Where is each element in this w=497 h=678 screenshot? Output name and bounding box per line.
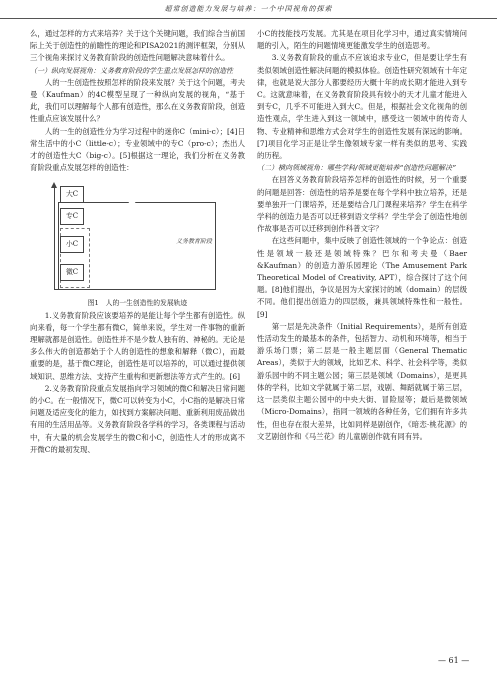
right-paragraph-4: 在这些问题中，集中反映了创造性领域的一个争论点：创造性是领域一般还是领域特殊？巴尔和考夫曼（Baer &Kaufman）的创造力游乐园理论（The Amusement Park Theoretical Model of Creativity, APT），综合探讨了这个问题。[8]他们提出，争议是因为大家探讨的域（domain）的层级不同。他们提出创造力的四层级，兼具领域特殊性和一般性。[9] xyxy=(257,236,467,319)
box-big-c: 大C xyxy=(60,186,84,203)
section-heading-vertical: （一）纵向发展视角：义务教育阶段的学生重点发展怎样的创造性 xyxy=(30,66,233,75)
right-paragraph-1: 小C的技能技巧发展。尤其是在项目化学习中，通过真实情境问题的引入，陌生的问题情境更能激发学生的创造思考。 xyxy=(257,29,467,51)
left-paragraph-3: 人的一生的创造性分为学习过程中的迷你C（mini-c）；[4]日常生活中的小C（little-c）；专业领域中的专C（pro-c）；杰出人才的创造性大C（big-c）。[5]根据这一理论，我们分析在义务教育阶段重点发展怎样的创造性： xyxy=(30,126,245,173)
box-pro-c: 专C xyxy=(60,208,84,225)
running-header: 超常创造能力发展与培养：一个中国视角的探索 xyxy=(0,0,497,19)
section-heading-horizontal: （二）横向领域视角：哪些学科/领域更能培养“创造性问题解决” xyxy=(257,164,456,173)
left-paragraph-1: 么，通过怎样的方式来培养？关于这个关键问题，我们综合当前国际上关于创造性的前瞻性的理论和PISA2021的测评框架，分别从三个视角来探讨义务教育阶段的创造性问题解决意味着什么。 xyxy=(30,29,245,63)
left-paragraph-4: 1.义务教育阶段应该要培养的是能让每个学生都有创造性。纵向来看，每一个学生都有微C，简单来说，学生对一件事物的重新理解就都是创造性。创造性并不是少数人独有的、神秘的。无论是多么伟大的创造都始于个人的创造性的想象和解释（微C），而最重要的是，基于微C理论，创造性是可以培养的，可以通过提供领域知识、思维方法、支持产生重构和更新想法等方式产生的。[6] xyxy=(30,310,245,381)
figure-caption: 图1 人的一生创造性的发展轨迹 xyxy=(87,299,188,308)
up-arrow-icon xyxy=(122,198,142,212)
y-axis xyxy=(54,186,55,290)
right-paragraph-2: 3.义务教育阶段的重点不应该追求专业C，但是要让学生有类似领域创造性解决问题的模拟体验。创造性研究领域有十年定律，也就是说大部分人都要经历大概十年的成长期才能进入到专C。这就意味着，在义务教育阶段具有较小的天才儿童才能进入到专C，几乎不可能进入到大C。但是，根据社会文化视角的创造性观点，学生进入到这一领域中，感受这一领域中的传奇人物、专业精神和思维方式会对学生的创造性发展有深远的影响。[7]项目化学习正是让学生像领域专家一样有类似的思考、实践的历程。 xyxy=(257,53,467,161)
box-little-c: 小C xyxy=(60,236,84,253)
page-number: — 61 — xyxy=(438,656,470,665)
figure-4c-model xyxy=(36,180,236,293)
figure-label: 义务教育阶段 xyxy=(176,238,213,246)
right-paragraph-3: 在回答义务教育阶段培养怎样的创造性的时候，另一个重要的问题是回答：创造性的培养是要在每个学科中独立培养，还是要单独开一门课培养，还是要结合几门课程来培养？学生在科学学科的创造力是否可以迁移到语文学科？学生学会了创造性地创作故事是否可以迁移到创作科普文字？ xyxy=(257,175,467,234)
left-paragraph-5: 2.义务教育阶段重点发展指向学习领域的微C和解决日常问题的小C。在一般情况下，微C可以转变为小C，小C指的是解决日常问题及适应变化的能力，如找到方案解决问题、重新利用废品做出有用的生活用品等。义务教育阶段各学科的学习，各类课程与活动中，有大量的机会发展学生的微C和小C，创造性人才的形成离不开微C的最初发现、 xyxy=(30,383,245,454)
right-column xyxy=(257,28,467,443)
box-mini-c: 微C xyxy=(60,264,84,281)
left-paragraph-2: 人的一生创造性按照怎样的阶段来发展？关于这个问题，考夫曼（Kaufman）的4C模型呈现了一种纵向发展的视角，“基于此，我们可以理解每个人都有创造性，那么在义务教育阶段，创造性重点应该发展什么？ xyxy=(30,77,245,124)
right-paragraph-5: 第一层是先决条件（Initial Requirements），是所有创造性活动发生的最基本的条件，包括智力、动机和环境等，相当于游乐场门票；第二层是一般主题层面（General Thematic Areas），类似于大的领域，比如艺术、科学、社会科学等，类似游乐园中的不同主题公园；第三层是领域（Domains），是更具体的学科，比如文学就属于第二层，戏剧、舞蹈就属于第三层，这一层类似主题公园中的中央大街、冒险屋等；最后是微领域（Micro-Domains），指同一领域的各种任务，它们拥有许多共性，但也存在很大差异，比如同样是剧创作，《暗恋·桃花源》的文艺剧创作和《马兰花》的儿童剧创作就有同有异。 xyxy=(257,321,467,441)
left-column xyxy=(30,28,245,456)
